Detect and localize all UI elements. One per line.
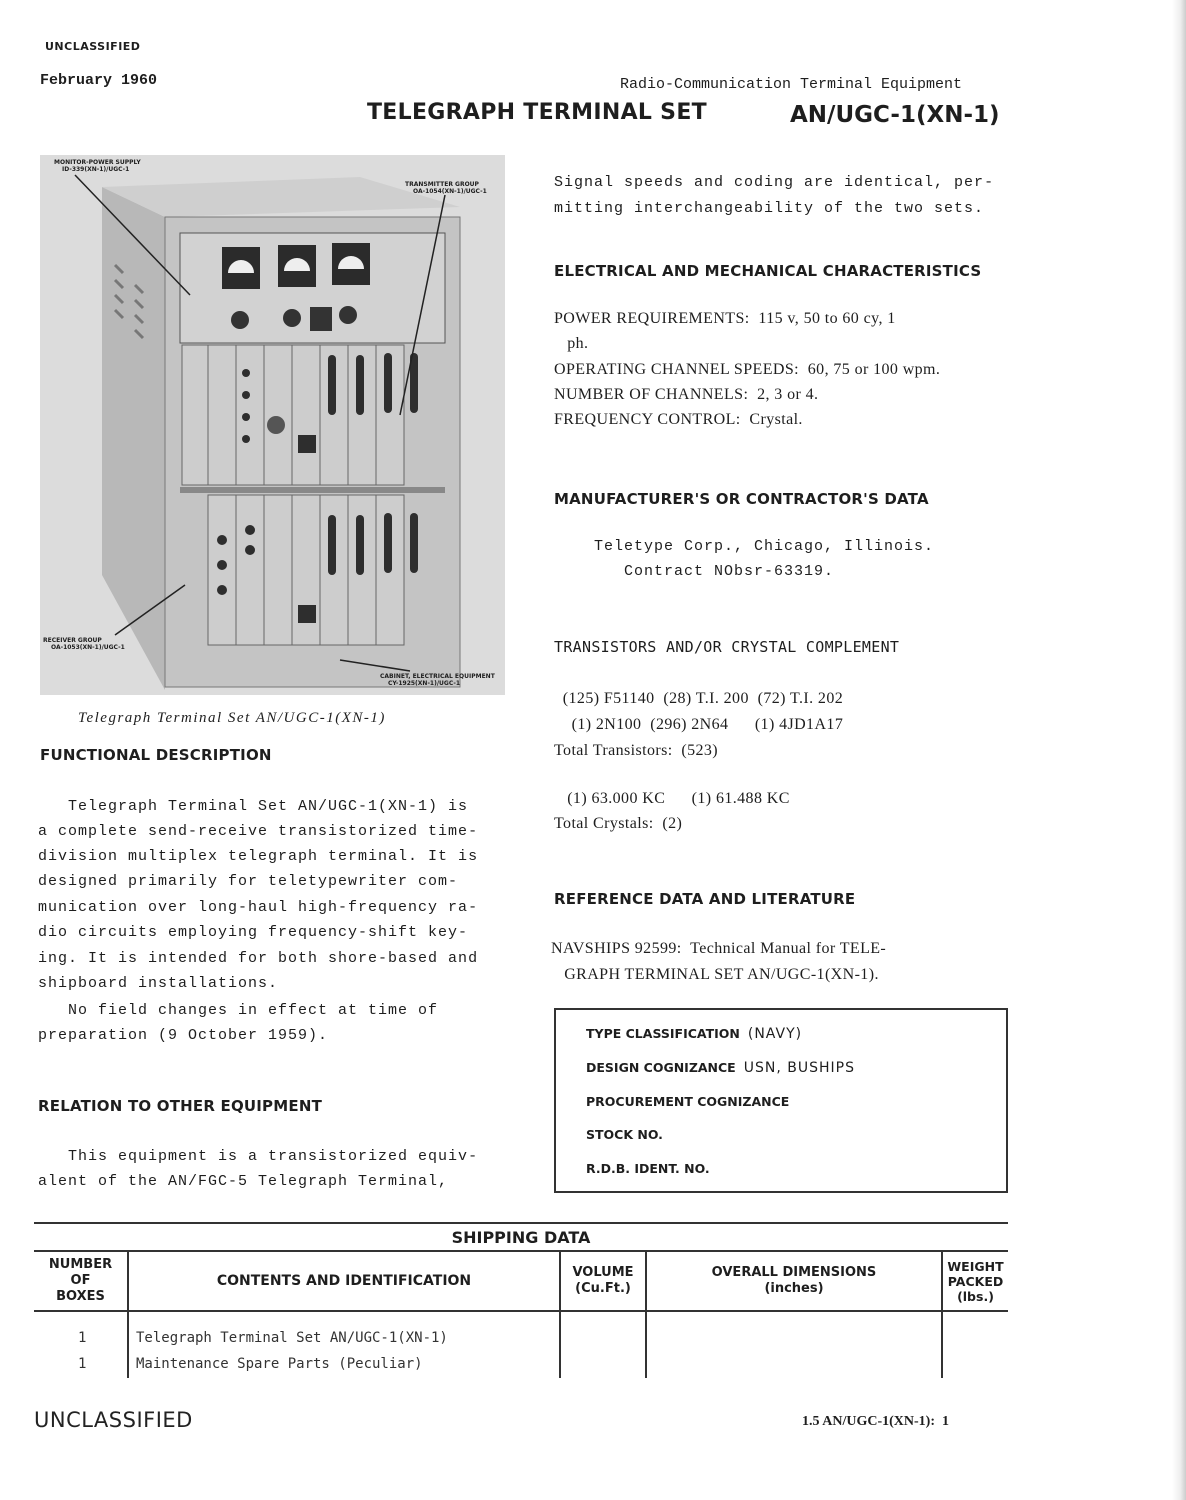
heading-relation: RELATION TO OTHER EQUIPMENT (38, 1097, 323, 1115)
column-divider (645, 1250, 647, 1378)
classification-bottom: UNCLASSIFIED (34, 1408, 193, 1432)
page-reference: 1.5 AN/UGC-1(XN-1): 1 (802, 1414, 949, 1429)
functional-line-2: a complete send-receive transistorized time- (38, 823, 479, 840)
row-1-boxes: 1 (78, 1330, 87, 1346)
col-header-boxes (34, 1252, 127, 1310)
reference-line-2: GRAPH TERMINAL SET AN/UGC-1(XN-1). (551, 966, 879, 983)
design-cognizance-row (586, 1060, 855, 1076)
equipment-designation: AN/UGC-1(XN-1) (790, 102, 1000, 128)
total-crystals: Total Crystals: (2) (554, 815, 683, 832)
row-1-contents: Telegraph Terminal Set AN/UGC-1(XN-1) (136, 1330, 448, 1346)
heading-functional-description: FUNCTIONAL DESCRIPTION (40, 746, 272, 764)
spec-frequency: FREQUENCY CONTROL: Crystal. (554, 411, 803, 428)
functional-line-3: division multiplex telegraph terminal. It is (38, 848, 479, 865)
functional-line-8: shipboard installations. (38, 975, 279, 992)
manufacturer-name: Teletype Corp., Chicago, Illinois. (554, 538, 935, 555)
publication-date: February 1960 (40, 72, 158, 89)
functional-line-5: munication over long-haul high-frequency ra- (38, 899, 479, 916)
procurement-cognizance-row (586, 1094, 789, 1109)
shipping-table (34, 1250, 1008, 1378)
cabinet-illustration (40, 155, 505, 695)
callout-transmitter-id: OA-1054(XN-1)/UGC-1 (413, 188, 487, 195)
col-header-volume (561, 1252, 645, 1310)
classification-top: UNCLASSIFIED (45, 40, 141, 53)
field-label: STOCK NO. (586, 1127, 663, 1142)
spec-channels: NUMBER OF CHANNELS: 2, 3 or 4. (554, 386, 819, 403)
page-title: TELEGRAPH TERMINAL SET (367, 100, 707, 125)
column-divider (559, 1250, 561, 1378)
functional-line-4: designed primarily for teletypewriter com- (38, 873, 459, 890)
type-classification-row (586, 1026, 802, 1042)
header-text: PACKED (947, 1273, 1004, 1289)
header-text: WEIGHT (947, 1258, 1004, 1274)
header-text: OF (70, 1273, 91, 1288)
column-divider (941, 1250, 943, 1378)
classification-box (554, 1008, 1008, 1193)
photo-caption: Telegraph Terminal Set AN/UGC-1(XN-1) (78, 710, 386, 726)
functional-line-10: preparation (9 October 1959). (38, 1027, 329, 1044)
field-value: USN, BUSHIPS (743, 1060, 855, 1076)
heading-complement: TRANSISTORS AND/OR CRYSTAL COMPLEMENT (554, 638, 900, 656)
col-header-contents (129, 1252, 559, 1310)
heading-manufacturer: MANUFACTURER'S OR CONTRACTOR'S DATA (554, 490, 929, 508)
functional-line-9: No field changes in effect at time of (38, 1002, 439, 1019)
relation-line-1: This equipment is a transistorized equiv- (38, 1148, 479, 1165)
rdb-ident-row (586, 1161, 710, 1176)
functional-line-6: dio circuits employing frequency-shift key- (38, 924, 469, 941)
header-text: OVERALL DIMENSIONS (711, 1265, 877, 1280)
callout-monitor-name: MONITOR-POWER SUPPLY (54, 159, 141, 166)
callout-cabinet-name: CABINET, ELECTRICAL EQUIPMENT (380, 673, 495, 680)
column-divider (127, 1250, 129, 1378)
page-edge (1172, 0, 1186, 1500)
shipping-data-title: SHIPPING DATA (34, 1222, 1008, 1250)
field-label: TYPE CLASSIFICATION (586, 1026, 740, 1041)
callout-receiver-id: OA-1053(XN-1)/UGC-1 (51, 644, 125, 651)
relation-continued-line-1: Signal speeds and coding are identical, per- (554, 174, 995, 191)
equipment-category: Radio-Communication Terminal Equipment (620, 76, 963, 93)
callout-receiver-name: RECEIVER GROUP (43, 637, 102, 644)
header-text: (Cu.Ft.) (575, 1281, 631, 1296)
col-header-dimensions (647, 1252, 941, 1310)
callout-cabinet-id: CY-1925(XN-1)/UGC-1 (388, 680, 461, 687)
header-text: VOLUME (572, 1265, 634, 1280)
col-header-weight (943, 1252, 1008, 1310)
relation-line-2: alent of the AN/FGC-5 Telegraph Terminal, (38, 1173, 449, 1190)
equipment-photo (40, 155, 505, 695)
row-2-contents: Maintenance Spare Parts (Peculiar) (136, 1356, 423, 1372)
callout-transmitter-name: TRANSMITTER GROUP (405, 181, 479, 188)
functional-line-1: Telegraph Terminal Set AN/UGC-1(XN-1) is (38, 798, 469, 815)
contract-number: Contract NObsr-63319. (554, 563, 835, 580)
meter-icon (222, 243, 370, 289)
field-label: DESIGN COGNIZANCE (586, 1060, 736, 1075)
field-value: (NAVY) (747, 1026, 803, 1042)
functional-line-7: ing. It is intended for both shore-based and (38, 950, 479, 967)
spec-power: POWER REQUIREMENTS: 115 v, 50 to 60 cy, 1 (554, 310, 896, 327)
field-label: R.D.B. IDENT. NO. (586, 1161, 710, 1176)
heading-reference: REFERENCE DATA AND LITERATURE (554, 890, 856, 908)
transistor-line-2: (1) 2N100 (296) 2N64 (1) 4JD1A17 (554, 716, 844, 733)
header-text: CONTENTS AND IDENTIFICATION (216, 1273, 472, 1289)
heading-characteristics: ELECTRICAL AND MECHANICAL CHARACTERISTICS (554, 262, 982, 280)
callout-monitor-id: ID-339(XN-1)/UGC-1 (62, 166, 130, 173)
total-transistors: Total Transistors: (523) (554, 742, 718, 759)
relation-continued-line-2: mitting interchangeability of the two sets. (554, 200, 985, 217)
spec-power-cont: ph. (554, 335, 589, 352)
header-text: BOXES (56, 1289, 105, 1304)
row-2-boxes: 1 (78, 1356, 87, 1372)
transistor-line-1: (125) F51140 (28) T.I. 200 (72) T.I. 202 (554, 690, 844, 707)
crystal-line: (1) 63.000 KC (1) 61.488 KC (554, 790, 790, 807)
stock-no-row (586, 1127, 663, 1142)
spec-speeds: OPERATING CHANNEL SPEEDS: 60, 75 or 100 wpm. (554, 361, 941, 378)
header-text: NUMBER (48, 1257, 113, 1272)
header-text: (inches) (764, 1281, 824, 1296)
header-text: (lbs.) (957, 1288, 994, 1304)
field-label: PROCUREMENT COGNIZANCE (586, 1094, 790, 1109)
reference-line-1: NAVSHIPS 92599: Technical Manual for TELE- (551, 940, 887, 957)
